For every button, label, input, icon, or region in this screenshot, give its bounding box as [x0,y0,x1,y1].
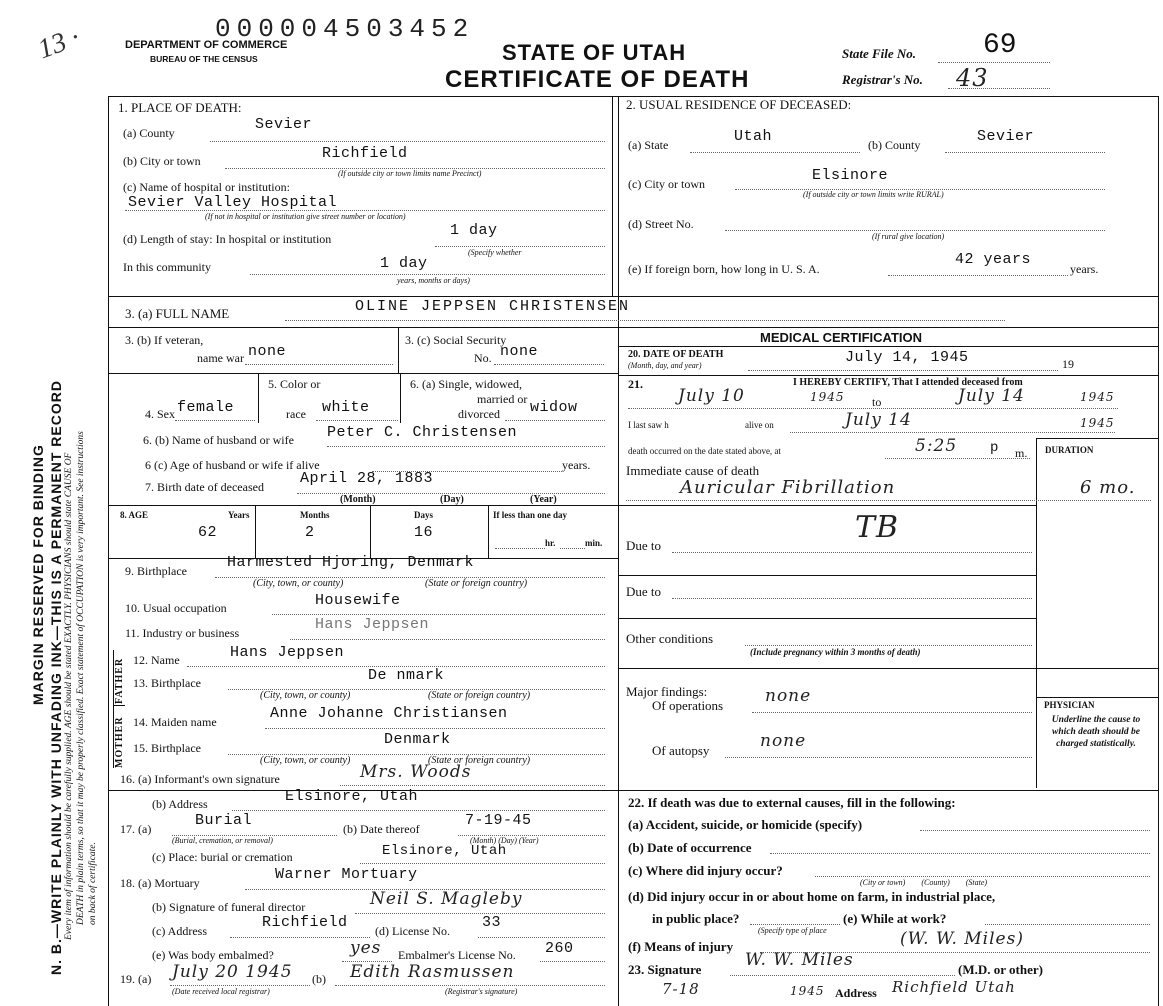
death-date: July 14, 1945 [845,349,969,366]
years-suffix: years. [1070,262,1099,276]
autopsy-value: none [760,731,807,751]
stay-community: 1 day [380,255,428,272]
last-saw-date: July 14 [845,410,912,430]
spouse-age-suffix: years. [562,458,591,472]
burial-label: 17. (a) [120,822,152,836]
immediate-cause: Auricular Fibrillation [680,477,896,498]
informant-address-label: (b) Address [152,797,208,811]
attended-from: July 10 [678,386,745,406]
mother-bp-note-1: (City, town, or county) [260,755,351,766]
burial-date-note: (Month) (Day) (Year) [470,836,539,845]
spouse-label: 6. (b) Name of husband or wife [143,433,294,447]
margin-instructions-3: on back of certificate. [88,842,98,925]
death-pm: p [990,440,999,456]
informant-signature: Mrs. Woods [360,762,472,782]
margin-instructions-1: Every item of information should be carefully supplied. AGE should be stated EXACTLY. PHYSICIANS should state CAUSE OF [64,452,74,940]
emb-license-label: Embalmer's License No. [398,948,516,962]
burial-place: Elsinore, Utah [382,843,507,859]
certify-number: 21. [628,377,643,391]
sex-value: female [177,399,235,416]
birthplace-note-1: (City, town, or county) [253,578,344,589]
father-bp-label: 13. Birthplace [133,676,201,690]
occupation-label: 10. Usual occupation [125,601,227,615]
residence-heading: 2. USUAL RESIDENCE OF DECEASED: [626,97,852,112]
spouse-name: Peter C. Christensen [327,424,518,441]
community-label: In this community [123,260,211,274]
ss-no-label: No. [474,351,492,365]
years-label: Years [228,510,250,520]
attended-from-year: 1945 [810,390,845,404]
father-bp-note-2: (State or foreign country) [428,690,531,701]
external-e-label: (e) While at work? [843,911,947,926]
burial-date-label: (b) Date thereof [343,822,420,836]
marital-value: widow [530,399,578,416]
mother-birthplace: Denmark [384,731,451,748]
father-label: FATHER [114,657,125,704]
medical-heading: MEDICAL CERTIFICATION [760,330,923,345]
signature-address-label: Address [835,986,877,1000]
bureau-label: BUREAU OF THE CENSUS [150,54,258,64]
birth-month-note: (Month) [340,494,376,505]
months-label: Months [300,510,330,520]
external-f-label: (f) Means of injury [628,939,734,954]
death-date-label: 20. DATE OF DEATH [628,349,724,360]
external-c-note: (City or town) (County) (State) [860,878,988,887]
last-saw-label: I last saw h [628,420,669,430]
sex-label: 4. Sex [145,407,175,421]
mother-bp-note-2: (State or foreign country) [428,755,531,766]
external-heading: 22. If death was due to external causes, fill in the following: [628,795,956,810]
father-name: Hans Jeppsen [230,644,345,661]
last-saw-year: 1945 [1080,416,1115,430]
mortuary: Warner Mortuary [275,866,418,883]
attended-to-label: to [872,395,882,409]
informant-address: Elsinore, Utah [285,788,419,805]
stay-label: (d) Length of stay: In hospital or institution [123,232,332,246]
immediate-cause-label: Immediate cause of death [626,463,760,478]
signature-address: Richfield Utah [892,978,1016,996]
birth-day-note: (Day) [440,494,464,505]
autopsy-label: Of autopsy [652,743,710,758]
war-label: name war [197,351,244,365]
father-name-label: 12. Name [133,653,180,667]
stay-hospital: 1 day [450,222,498,239]
full-name-label: 3. (a) FULL NAME [125,306,230,321]
min-label: min. [585,538,603,548]
hospital-name: Sevier Valley Hospital [128,194,338,211]
marital-label-2: married or [477,392,528,406]
registrar-note: (Registrar's signature) [445,987,518,996]
death-city: Richfield [322,145,408,162]
mother-bp-label: 15. Birthplace [133,741,201,755]
burial-date: 7-19-45 [465,812,532,829]
place-of-death-heading: 1. PLACE OF DEATH: [118,100,242,115]
hr-label: hr. [545,538,556,548]
other-conditions-label: Other conditions [626,631,714,646]
due-to-label-1: Due to [626,538,662,553]
received-label: 19. (a) [120,972,152,986]
embalmed-label: (e) Was body embalmed? [152,948,274,962]
industry-label: 11. Industry or business [125,626,240,640]
certify-text: I HEREBY CERTIFY, That I attended deceased from [793,377,1023,388]
birthplace-label: 9. Birthplace [125,564,187,578]
death-occurred-label: death occurred on the date stated above, at [628,446,781,456]
res-city: Elsinore [812,167,889,184]
hospital-note: (If not in hospital or institution give street number or location) [205,212,406,221]
certificate-title: CERTIFICATE OF DEATH [445,66,750,93]
due-to-label-2: Due to [626,584,662,599]
race-value: white [322,399,370,416]
registrar-sig-label: (b) [312,972,326,986]
registrar-signature: Edith Rasmussen [350,962,515,982]
duration-value: 6 mo. [1080,477,1136,498]
signature-date: 7-18 [662,980,700,998]
md-label: (M.D. or other) [958,962,1043,977]
received-note: (Date received local registrar) [172,987,270,996]
death-m-label: m. [1015,446,1028,460]
ss-label: 3. (c) Social Security [405,333,507,347]
age-years: 62 [198,524,218,541]
birthplace: Harmested Hjoring, Denmark [227,554,475,571]
signature-year: 1945 [790,984,825,998]
state-file-label: State File No. [842,46,917,61]
attended-to-year: 1945 [1080,390,1115,404]
external-b-label: (b) Date of occurrence [628,840,752,855]
attended-to: July 14 [958,386,1025,406]
external-a-label: (a) Accident, suicide, or homicide (specify) [628,817,863,832]
license-number: 33 [482,914,502,931]
department-label: DEPARTMENT OF COMMERCE [125,39,288,51]
foreign-label: (e) If foreign born, how long in U. S. A. [628,262,820,276]
registrar-number-label: Registrar's No. [842,72,923,87]
physician-label: PHYSICIAN [1044,700,1095,710]
external-d-note: (Specify type of place [758,926,827,935]
mother-label: MOTHER [114,716,125,768]
other-conditions-note: (Include pregnancy within 3 months of death) [750,647,921,657]
res-county: Sevier [977,128,1035,145]
external-f-value: (W. W. Miles) [900,929,1024,949]
res-city-label: (c) City or town [628,177,705,191]
emb-license: 260 [545,940,574,957]
industry: Hans Jeppsen [315,616,430,633]
father-bp-note-1: (City, town, or county) [260,690,351,701]
age-label: 8. AGE [120,510,149,520]
informant-sig-label: 16. (a) Informant's own signature [120,772,280,786]
birth-date-label: 7. Birth date of deceased [145,480,264,494]
mortuary-address-label: (c) Address [152,924,207,938]
state-file-number: 69 [983,30,1017,61]
community-note: years, months or days) [397,276,470,285]
birthplace-note-2: (State or foreign country) [425,578,528,589]
marital-label-1: 6. (a) Single, widowed, [410,377,522,391]
operations-label: Of operations [652,698,724,713]
burial-place-label: (c) Place: burial or cremation [152,850,293,864]
received-date: July 20 1945 [172,962,293,982]
death-time: 5:25 [915,436,958,456]
ss-value: none [500,343,539,360]
race-label: race [286,407,306,421]
external-d-label: (d) Did injury occur in or about home on farm, in industrial place, [628,889,996,904]
margin-binding-note: MARGIN RESERVED FOR BINDING [30,444,46,705]
death-date-note: (Month, day, and year) [628,361,702,370]
city-label: (b) City or town [123,154,201,168]
margin-instructions-2: DEATH in plain terms, so that it may be properly classified. Exact statement of OCCUPATION is very important. See instructions [76,431,86,925]
birth-date: April 28, 1883 [300,470,434,487]
res-city-note: (If outside city or town limits write RURAL) [803,190,944,199]
alive-on-label: alive on [745,420,774,430]
county-label: (a) County [123,126,175,140]
age-months: 2 [305,524,315,541]
full-name: OLINE JEPPSEN CHRISTENSEN [355,298,631,315]
marginal-note: TB [855,510,900,545]
mortuary-label: 18. (a) Mortuary [120,876,200,890]
father-birthplace: De nmark [368,667,445,684]
mortuary-address: Richfield [262,914,348,931]
veteran-label: 3. (b) If veteran, [125,333,204,347]
less-day-label: If less than one day [493,510,568,520]
registrar-number: 43 [956,64,989,92]
death-county: Sevier [255,116,313,133]
margin-mark: 13 · [33,21,84,66]
occupation: Housewife [315,592,401,609]
margin-ink-note: N. B.—WRITE PLAINLY WITH UNFADING INK—THIS IS A PERMANENT RECORD [48,380,64,975]
res-county-label: (b) County [868,138,921,152]
external-d-label-2: in public place? [652,911,740,926]
war-value: none [248,343,287,360]
mother-name: Anne Johanne Christiansen [270,705,508,722]
burial-note: (Burial, cremation, or removal) [172,836,273,845]
foreign-years: 42 years [955,251,1032,268]
res-state: Utah [734,128,773,145]
birth-year-note: (Year) [530,494,557,505]
physician-signature: W. W. Miles [745,950,854,970]
director-label: (b) Signature of funeral director [152,900,306,914]
duration-label: DURATION [1045,445,1094,455]
days-label: Days [414,510,434,520]
color-label: 5. Color or [268,377,321,391]
age-days: 16 [414,524,434,541]
state-title: STATE OF UTAH [502,40,687,65]
street-label: (d) Street No. [628,217,694,231]
serial-number: 000004503452 [215,14,475,44]
signature-label: 23. Signature [628,962,702,977]
city-note: (If outside city or town limits name Precinct) [338,169,482,178]
street-note: (If rural give location) [872,232,945,241]
major-findings-label: Major findings: [626,684,708,699]
death-year-suffix: 19 [1062,357,1074,371]
director-signature: Neil S. Magleby [370,889,523,909]
res-state-label: (a) State [628,138,669,152]
burial-value: Burial [195,812,253,829]
hospital-label: (c) Name of hospital or institution: [123,180,290,194]
embalmed-value: yes [350,938,382,958]
external-c-label: (c) Where did injury occur? [628,863,783,878]
mother-name-label: 14. Maiden name [133,715,217,729]
spouse-age-label: 6 (c) Age of husband or wife if alive [145,458,320,472]
specify-note: (Specify whether [468,248,522,257]
physician-note: Underline the cause to which death should be charged statistically. [1051,715,1141,749]
operations-value: none [765,686,812,706]
marital-label-3: divorced [458,407,500,421]
license-label: (d) License No. [375,924,450,938]
